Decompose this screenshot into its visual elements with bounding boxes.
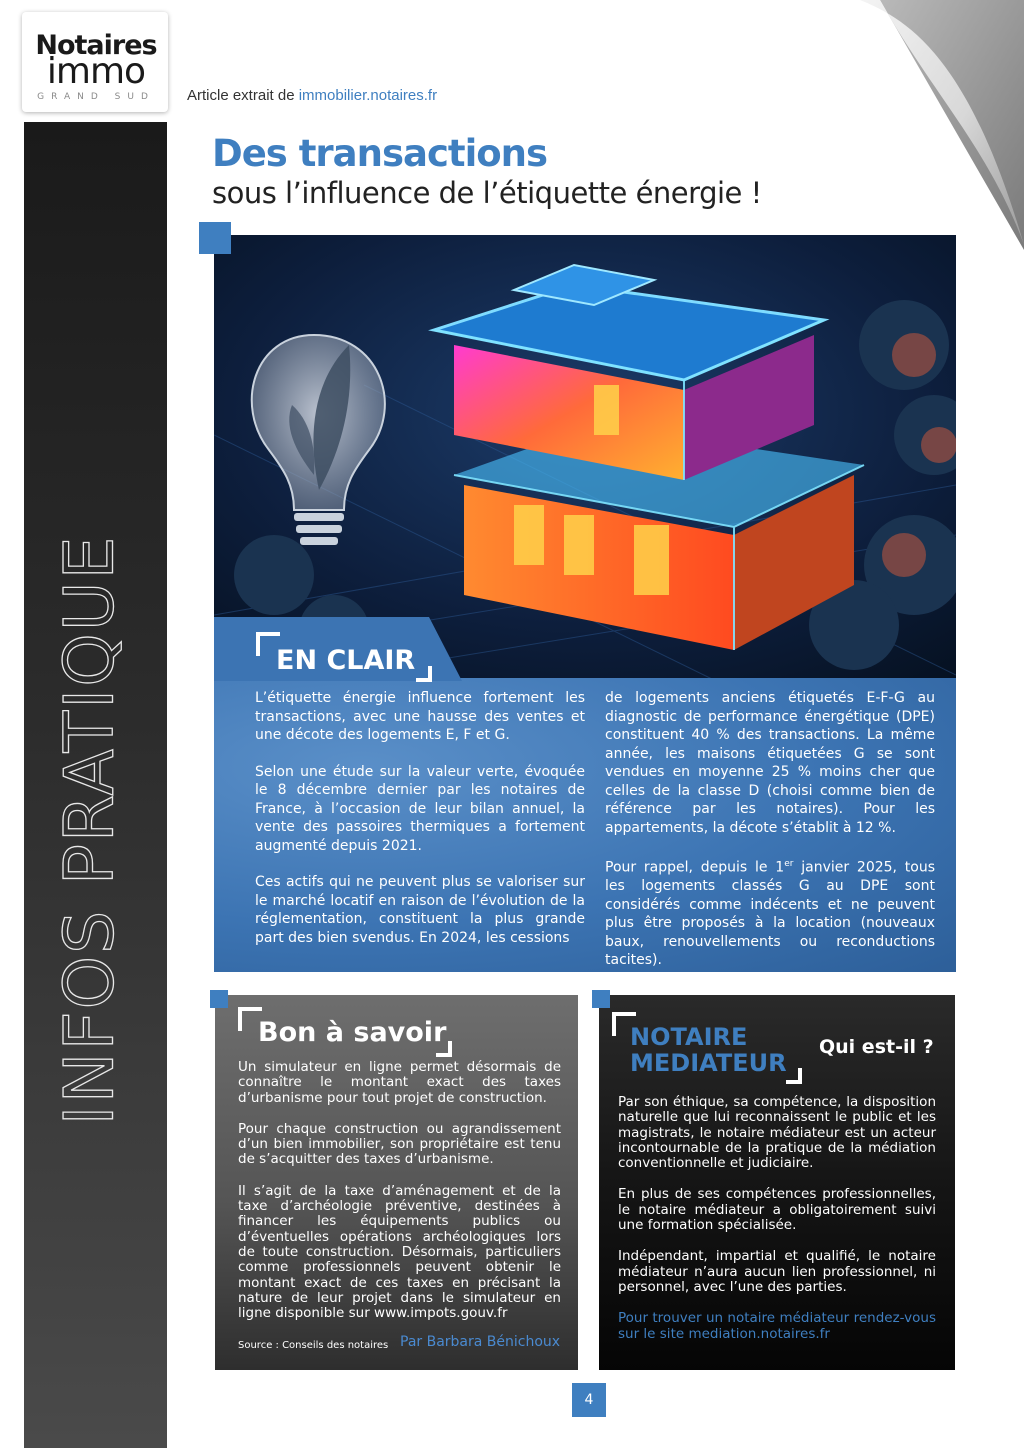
text-run: janvier 2025, tous les logements classés G au DPE sont considérés comme indécents et ne peuvent plus être proposés à la location (nouveaux baux, renouvellements ou reconductions tacites). [605, 859, 935, 969]
article-title: Des transactions [212, 132, 548, 175]
en-clair-heading: EN CLAIR [276, 645, 416, 676]
bon-a-savoir-body [238, 1060, 561, 1337]
author-byline: Par Barbara Bénichoux [400, 1334, 561, 1350]
notaire-mediateur-paragraph: En plus de ses compétences professionnelles, le notaire médiateur a obligatoirement suivi une formation spécialisée. [618, 1186, 936, 1234]
notaire-mediateur-paragraph: Par son éthique, sa compétence, la disposition naturelle que lui reconnaissent le public et les magistrats, le notaire médiateur est un acteur incontournable de la pratique de la médiation conventionnelle et judiciaire. [618, 1094, 936, 1172]
notaire-mediateur-paragraph: Indépendant, impartial et qualifié, le notaire médiateur n’aura aucun lien professionnel, ni personnel, avec l’une des parties. [618, 1248, 936, 1295]
page-number: 4 [572, 1383, 606, 1417]
en-clair-column-2 [605, 689, 935, 988]
notaire-mediateur-question: Qui est-il ? [819, 1036, 934, 1058]
notaire-mediateur-body [618, 1095, 936, 1358]
notaire-mediateur-heading [630, 1024, 787, 1076]
en-clair-paragraph: Ces actifs qui ne peuvent plus se valoriser sur le marché locatif en raison de l’évolution de la réglementation, constituent la plus grande part des bien svendus. En 2024, les cessions [255, 874, 585, 946]
notaires-immo-logo[interactable] [22, 12, 168, 112]
bon-a-savoir-paragraph: Un simulateur en ligne permet désormais de connaître le montant exact des taxes d’urbanisme pour tout projet de construction. [238, 1059, 561, 1106]
mediation-site-link[interactable]: Pour trouver un notaire médiateur rendez-vous sur le site mediation.notaires.fr [618, 1310, 936, 1342]
bon-a-savoir-paragraph: Pour chaque construction ou agrandissement d’un bien immobilier, son propriétaire est tenu de s’acquitter des taxes d’urbanisme. [238, 1120, 561, 1168]
hero-illustration-house [214, 235, 956, 680]
logo-region: GRAND SUD [37, 92, 155, 102]
en-clair-paragraph: de logements anciens étiquetés E-F-G au diagnostic de performance énergétique (DPE) constituent 40 % des transactions. La même année, les maisons étiquetées G se sont vendues en moyenne 25 % moins cher que celles de la classe D (choisi comme bien de référence par les notaires). Pour les appartements, la décote s’établit à 12 %. [605, 690, 935, 836]
text-run: Pour rappel, depuis le 1 [605, 859, 785, 876]
ordinal-suffix: er [784, 859, 794, 869]
logo-brand-line1: Notaires [35, 30, 157, 61]
heading-line: MEDIATEUR [630, 1049, 787, 1077]
en-clair-paragraph [605, 855, 935, 970]
decorative-square [592, 990, 610, 1008]
en-clair-paragraph: L’étiquette énergie influence fortement les transactions, avec une hausse des ventes et une décote des logements E, F et G. [255, 690, 585, 743]
logo-brand-line2: immo [46, 51, 146, 92]
heading-line: NOTAIRE [630, 1023, 748, 1051]
source-site-link[interactable]: immobilier.notaires.fr [298, 87, 438, 104]
en-clair-column-1 [255, 689, 585, 965]
en-clair-paragraph: Selon une étude sur la valeur verte, évoquée le 8 décembre dernier par les notaires de France, à l’occasion de leur bilan annuel, la vente des passoires thermiques a fortement augmenté depuis 2021. [255, 763, 585, 854]
article-subtitle: sous l’influence de l’étiquette énergie ! [212, 176, 762, 210]
decorative-square [199, 222, 231, 254]
article-source-credit [187, 87, 437, 104]
section-label-text: INFOS PRATIQUE [50, 534, 130, 1126]
bon-a-savoir-paragraph: Il s’agit de la taxe d’aménagement et de la taxe d’archéologie préventive, destinées à financer les équipements publics ou d’éventuelles opérations archéologiques lors de toute construction. Désormais, particuliers comme professionnels peuvent obtenir le montant exact de ces taxes en précisant la nature de leur projet dans le simulateur en ligne disponible sur www.impots.gouv.fr [238, 1182, 561, 1322]
bon-a-savoir-heading: Bon à savoir [258, 1017, 447, 1048]
page-curl-decoration [820, 0, 1024, 250]
decorative-square [210, 990, 228, 1008]
source-note: Source : Conseils des notaires [238, 1340, 389, 1351]
credit-prefix: Article extrait de [187, 87, 299, 104]
